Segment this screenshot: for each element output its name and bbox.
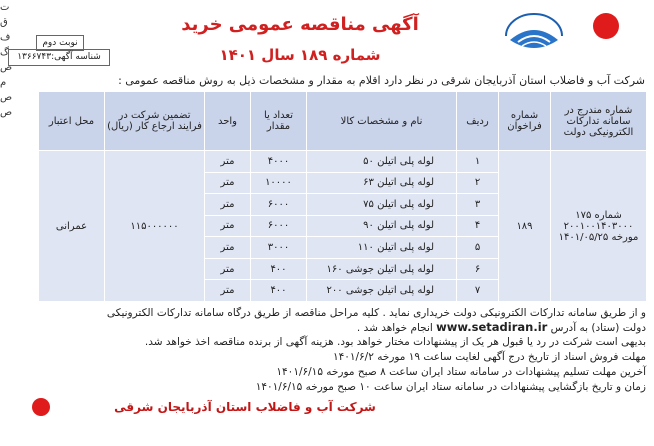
edge-char: ت (0, 2, 10, 13)
website-link[interactable]: www.setadiran.ir (436, 320, 548, 334)
row-number-cell: ۱ (457, 151, 499, 173)
quantity-cell: ۶۰۰۰ (251, 215, 307, 237)
unit-cell: متر (205, 280, 251, 302)
registry-number-cell (551, 151, 647, 302)
body-line-opening-date: زمان و تاریخ بازگشایی پیشنهادات در سامانه ستاد ایران ساعت ۱۰ صبح مورخه ۱۴۰۱/۶/۱۵ (255, 381, 646, 393)
credit-cell: عمرانی (39, 151, 105, 302)
unit-cell: متر (205, 151, 251, 173)
col-header-call-number: شماره فراخوان (499, 92, 551, 151)
website-prefix: دولت (ستاد) به آدرس (550, 322, 646, 334)
body-line-submission-deadline: آخرین مهلت تسلیم پیشنهادات در سامانه ستاد ایران ساعت ۸ صبح مورخه ۱۴۰۱/۶/۱۵ (276, 366, 646, 378)
ad-id-badge: شناسه آگهی:۱۳۶۶۷۴۳ (8, 49, 110, 66)
row-number-cell: ۲ (457, 172, 499, 194)
quantity-cell: ۶۰۰۰ (251, 194, 307, 216)
quantity-cell: ۴۰۰ (251, 280, 307, 302)
items-table (38, 91, 646, 302)
quantity-cell: ۳۰۰۰ (251, 237, 307, 259)
body-line-disclaimer: بدیهی است شرکت در رد یا قبول هر یک از پیشنهادات مختار خواهد بود. هزینه آگهی از برنده مناقصه اخذ خواهد شد. (144, 336, 646, 348)
body-line-website (70, 320, 646, 335)
item-name-cell: لوله پلی اتیلن ۱۱۰ (307, 237, 457, 259)
company-signature: شرکت آب و فاضلاب استان آذربایجان شرقی (114, 400, 376, 414)
quantity-cell: ۱۰۰۰۰ (251, 172, 307, 194)
registry-line: مورخه ۱۴۰۱/۰۵/۲۵ (558, 231, 639, 243)
table-row (39, 151, 647, 173)
notice-number: شماره ۱۸۹ سال ۱۴۰۱ (219, 46, 381, 64)
unit-cell: متر (205, 215, 251, 237)
edge-char: ف (0, 32, 11, 43)
publication-turn-badge: نوبت دوم (36, 35, 84, 51)
row-number-cell: ۷ (457, 280, 499, 302)
quantity-cell: ۴۰۰۰ (251, 151, 307, 173)
row-number-cell: ۵ (457, 237, 499, 259)
edge-char: ص (0, 62, 13, 73)
col-header-unit: واحد (205, 92, 251, 151)
edge-char: ص (0, 92, 13, 103)
item-name-cell: لوله پلی اتیلن جوشی ۱۶۰ (307, 258, 457, 280)
col-header-guarantee: تضمین شرکت در فرایند ارجاع کار (ریال) (105, 92, 205, 151)
table-header-row (39, 92, 647, 151)
guarantee-cell: ۱۱۵۰۰۰۰۰۰ (105, 151, 205, 302)
unit-cell: متر (205, 172, 251, 194)
row-number-cell: ۳ (457, 194, 499, 216)
body-line-procurement: و از طریق سامانه تدارکات الکترونیکی دولت خریداری نماید . کلیه مراحل مناقصه از طریق درگاه سامانه تدارکات الکترونیکی (106, 307, 646, 319)
water-company-logo-icon (500, 10, 568, 58)
edge-char: ق (0, 17, 8, 28)
edge-char: ص (0, 107, 13, 118)
col-header-item: نام و مشخصات کالا (307, 92, 457, 151)
row-number-cell: ۶ (457, 258, 499, 280)
edge-char: م (0, 77, 7, 88)
item-name-cell: لوله پلی اتیلن ۵۰ (307, 151, 457, 173)
website-suffix: انجام خواهد شد . (356, 322, 433, 334)
unit-cell: متر (205, 194, 251, 216)
red-circle-marker (32, 398, 50, 416)
col-header-credit: محل اعتبار (39, 92, 105, 151)
col-header-row: ردیف (457, 92, 499, 151)
registry-line: ۲۰۰۱۰۰۱۴۰۳۰۰۰ (563, 220, 634, 232)
item-name-cell: لوله پلی اتیلن ۶۳ (307, 172, 457, 194)
intro-text: شرکت آب و فاضلاب استان آذربایجان شرقی در نظر دارد اقلام به مقدار و مشخصات ذیل به روش مناقصه عمومی : (118, 74, 645, 87)
registry-line: شماره ۱۷۵ (575, 209, 622, 221)
item-name-cell: لوله پلی اتیلن جوشی ۲۰۰ (307, 280, 457, 302)
body-line-document-deadline: مهلت فروش اسناد از تاریخ درج آگهی لغایت ساعت ۱۹ مورخه ۱۴۰۱/۶/۲ (332, 351, 646, 363)
item-name-cell: لوله پلی اتیلن ۷۵ (307, 194, 457, 216)
call-number-cell: ۱۸۹ (499, 151, 551, 302)
red-circle-marker (593, 13, 619, 39)
unit-cell: متر (205, 258, 251, 280)
unit-cell: متر (205, 237, 251, 259)
edge-char: گ (0, 47, 9, 58)
col-header-registry: شماره مندرج در سامانه تدارکات الکترونیکی دولت (551, 92, 647, 151)
item-name-cell: لوله پلی اتیلن ۹۰ (307, 215, 457, 237)
row-number-cell: ۴ (457, 215, 499, 237)
notice-title: آگهی مناقصه عمومی خرید (181, 14, 419, 35)
quantity-cell: ۴۰۰ (251, 258, 307, 280)
col-header-quantity: تعداد یا مقدار (251, 92, 307, 151)
